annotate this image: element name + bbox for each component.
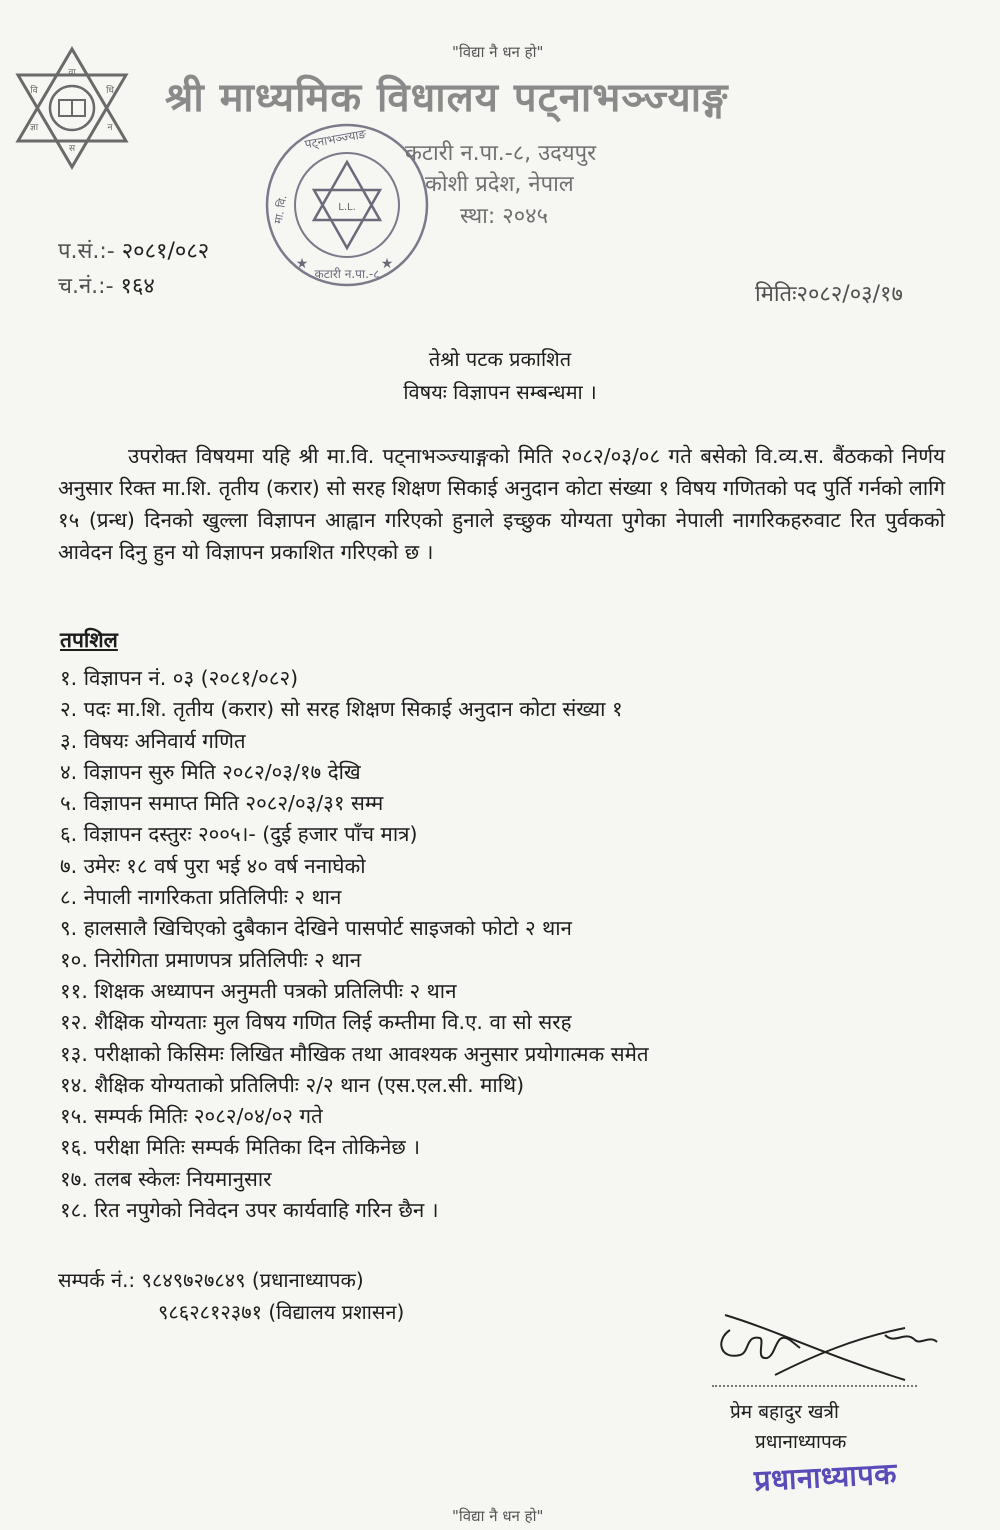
address-line2: कोशी प्रदेश, नेपाल [425, 172, 574, 197]
reference-cn [58, 270, 155, 300]
contact-number-principal: ९८४९७२७८४९ (प्रधानाध्यापक) [141, 1268, 364, 1292]
list-item: १७. तलब स्केलः नियमानुसार [60, 1166, 272, 1191]
logo-letter: वि [30, 86, 38, 96]
designation-stamp: प्रधानाध्यापक [753, 1456, 898, 1498]
footer-motto: "विद्या नै धन हो" [452, 1507, 544, 1525]
list-item: ९. हालसालै खिचिएको दुबैकान देखिने पासपोर्ट साइजको फोटो २ थान [60, 916, 572, 941]
logo-letter: धि [106, 86, 114, 96]
list-item: १५. सम्पर्क मितिः २०८२/०४/०२ गते [60, 1104, 323, 1129]
svg-text:★: ★ [380, 256, 394, 272]
logo-letter: न [107, 123, 113, 133]
reference-ps-label: प.सं.:- [58, 239, 115, 264]
address-line1: कटारी न.पा.-८, उदयपुर [405, 141, 597, 166]
contact-line1 [58, 1266, 364, 1293]
list-item: ५. विज्ञापन समाप्त मिति २०८२/०३/३१ सम्म [60, 791, 384, 816]
list-item: ३. विषयः अनिवार्य गणित [60, 728, 246, 753]
list-item: १३. परीक्षाको किसिमः लिखित मौखिक तथा आवश्यक अनुसार प्रयोगात्मक समेत [60, 1041, 649, 1066]
list-item: ७. उमेरः १८ वर्ष पुरा भई ४० वर्ष ननाघेको [60, 853, 366, 878]
letter-date: मितिः२०८२/०३/१७ [755, 282, 903, 307]
body-paragraph: उपरोक्त विषयमा यहि श्री मा.वि. पट्नाभञ्ज्याङ्गको मिति २०८२/०३/०८ गते बसेको वि.व्य.स. बैंठकको निर्णय अनुसार रिक्त मा.शि. तृतीय (करार) सो सरह शिक्षण सिकाई अनुदान कोटा संख्या १ विषय गणितको पद पुर्ति गर्नको लागि १५ (प्रन्ध) दिनको खुल्ला विज्ञापन आह्वान गरिएको हुनाले इच्छुक योग्यता पुगेका नेपाली नागरिकहरुवाट रित पुर्वकको आवेदन दिनु हुन यो विज्ञापन प्रकाशित गरिएको छ । [58, 444, 945, 564]
list-item: १६. परीक्षा मितिः सम्पर्क मितिका दिन तोकिनेछ । [60, 1135, 421, 1160]
seal-bottom-text: कटारी न.पा.-८ [314, 267, 380, 281]
details-list [60, 663, 649, 1226]
list-item: ११. शिक्षक अध्यापन अनुमती पत्रको प्रतिलिपीः २ थान [60, 978, 457, 1003]
school-name: श्री माध्यमिक विधालय पट्नाभञ्ज्याङ्ग [165, 75, 729, 121]
reference-cn-label: च.नं.:- [58, 274, 114, 299]
subject-line: विषयः विज्ञापन सम्बन्धमा । [403, 380, 597, 404]
signatory-title: प्रधानाध्यापक [755, 1431, 847, 1453]
seal-top-text: पट्नाभञ्ज्याङ [303, 126, 368, 152]
contact-label: सम्पर्क नं.: [58, 1268, 136, 1292]
logo-letter: वा [68, 68, 76, 78]
list-item: १२. शैक्षिक योग्यताः मुल विषय गणित लिई कम्तीमा वि.ए. वा सो सरह [60, 1010, 572, 1035]
list-item: १८. रित नपुगेको निवेदन उपर कार्यवाहि गरिन छैन । [60, 1198, 439, 1223]
school-logo-icon [14, 45, 130, 171]
svg-text:★: ★ [295, 256, 309, 272]
signature-line [712, 1385, 917, 1387]
list-item: १०. निरोगिता प्रमाणपत्र प्रतिलिपीः २ थान [60, 947, 362, 972]
list-item: ८. नेपाली नागरिकता प्रतिलिपीः २ थान [60, 885, 342, 910]
list-item: ६. विज्ञापन दस्तुरः २००५।- (दुई हजार पाँच मात्र) [60, 822, 418, 847]
seal-left-text: मा. वि. [271, 194, 290, 225]
publication-note: तेश्रो पटक प्रकाशित [428, 347, 572, 371]
list-item: १४. शैक्षिक योग्यताको प्रतिलिपीः २/२ थान (एस.एल.सी. माथि) [60, 1072, 525, 1097]
signatory-name: प्रेम बहादुर खत्री [730, 1401, 839, 1423]
contact-number-admin: ९८६२८१२३७१ (विद्यालय प्रशासन) [158, 1300, 405, 1324]
logo-letter: ज्ञा [29, 123, 39, 133]
list-item: २. पदः मा.शि. तृतीय (करार) सो सरह शिक्षण सिकाई अनुदान कोटा संख्या १ [60, 697, 623, 722]
established-year: स्था: २०४५ [460, 204, 549, 229]
list-item: ४. विज्ञापन सुरु मिति २०८२/०३/१७ देखि [60, 759, 361, 784]
seal-center-text: L.L. [338, 202, 356, 213]
reference-ps-value: २०८१/०८२ [121, 239, 210, 264]
list-item: १. विज्ञापन नं. ०३ (२०८१/०८२) [60, 666, 299, 690]
signature-icon [705, 1300, 945, 1390]
letterhead-motto: "विद्या नै धन हो" [452, 43, 544, 61]
details-heading: तपशिल [60, 628, 118, 652]
logo-letter: स [68, 144, 76, 154]
reference-cn-value: १६४ [120, 274, 155, 299]
reference-ps [58, 235, 209, 265]
